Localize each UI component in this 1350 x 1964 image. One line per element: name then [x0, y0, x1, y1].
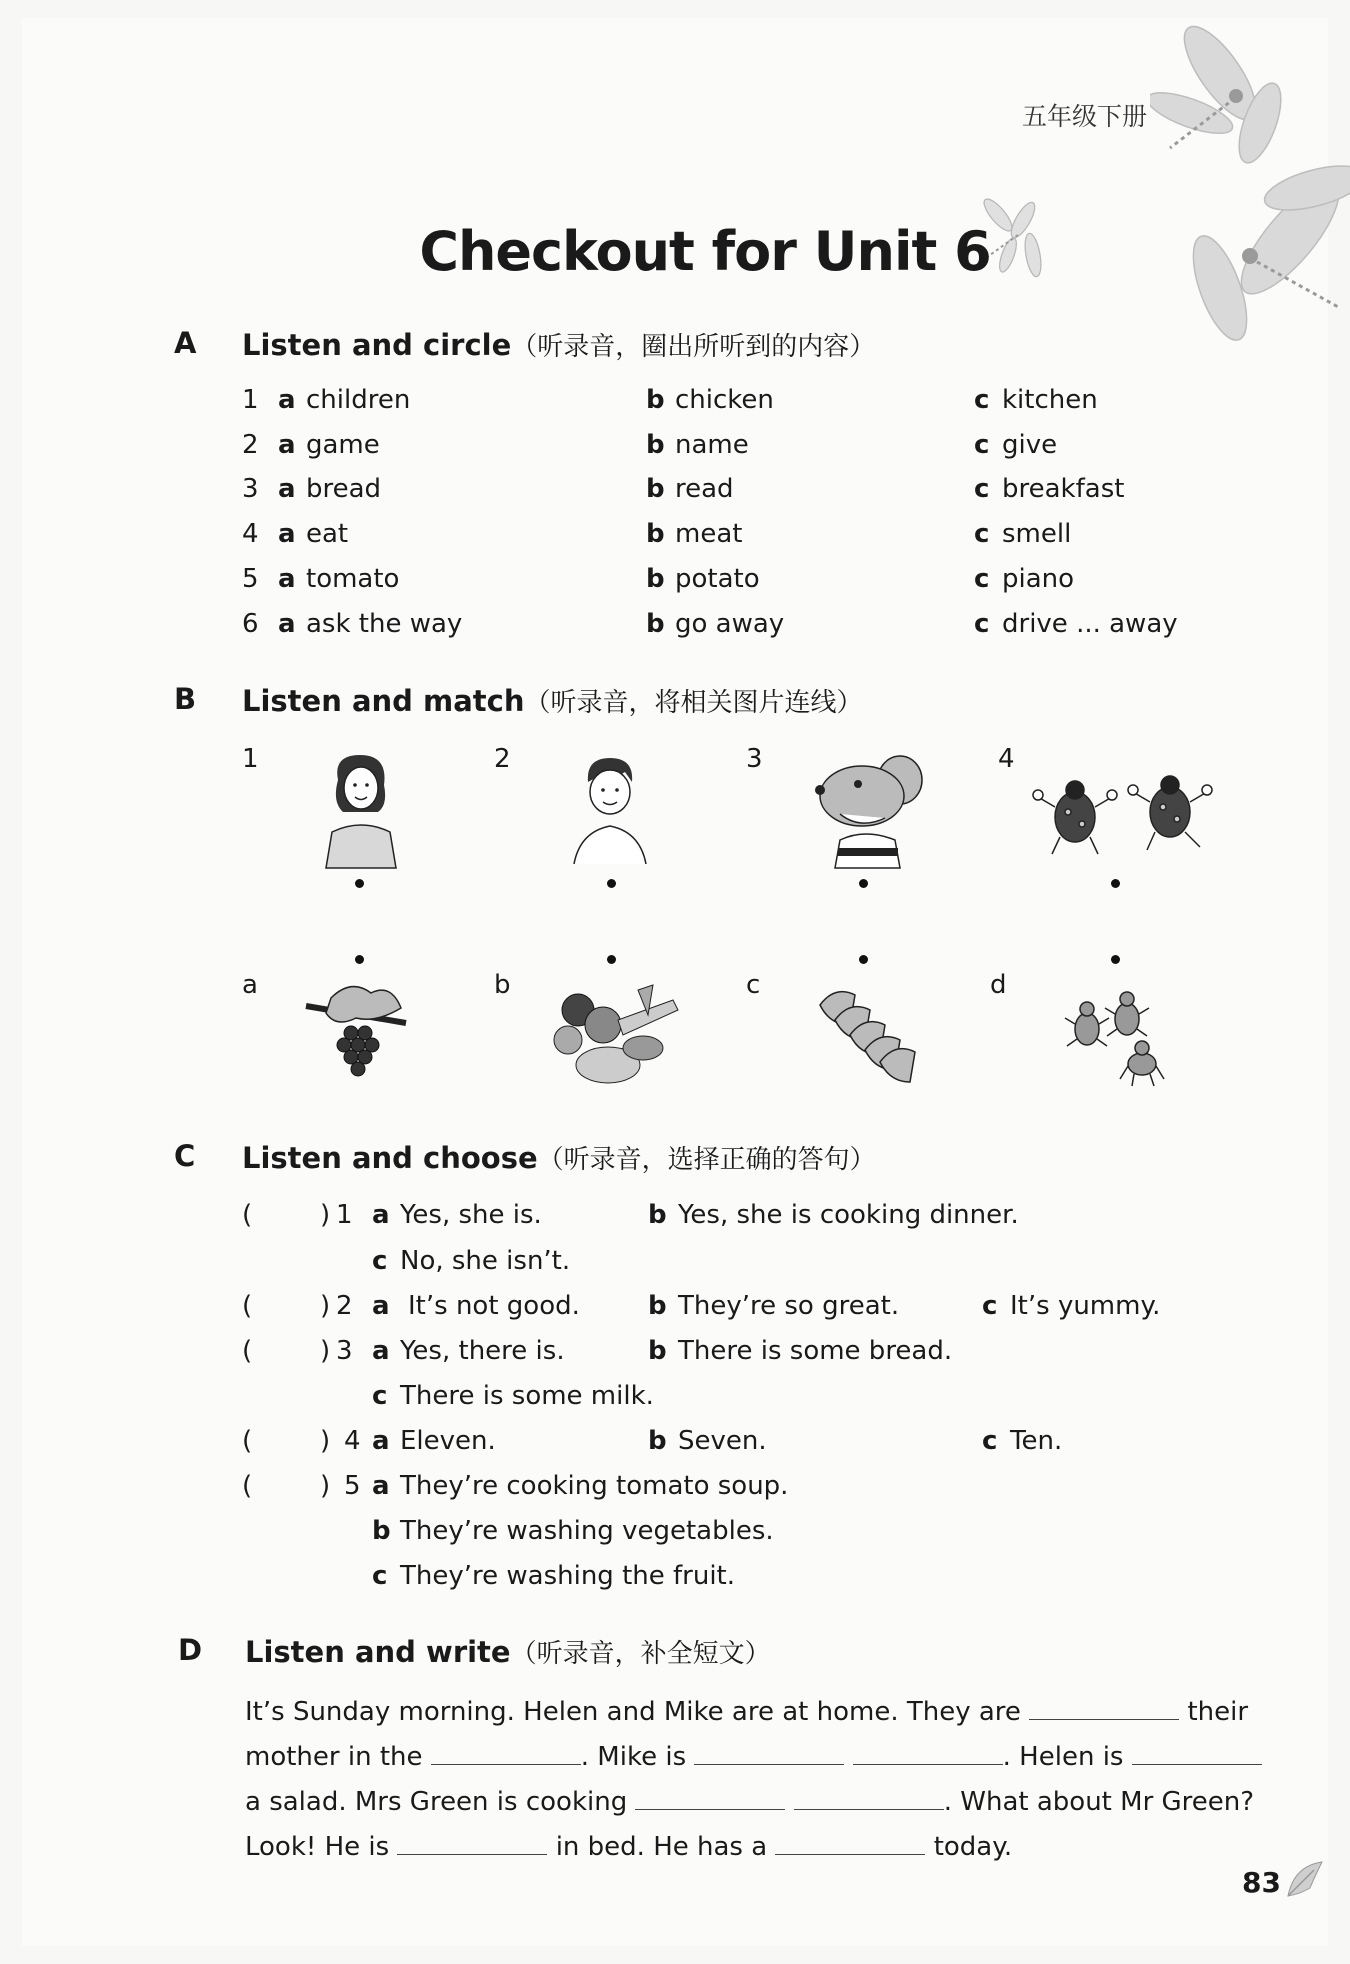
section-c-title-text: Listen and choose	[242, 1141, 538, 1175]
q1-opt-b-letter: b	[648, 1200, 667, 1230]
passage-text: . What about Mr Green?	[943, 1787, 1255, 1817]
match-label-1: 1	[242, 744, 259, 774]
section-d-title	[245, 1633, 771, 1670]
match-dot-bottom-a[interactable]	[355, 955, 364, 964]
mouse-icon	[800, 748, 930, 873]
item-number: 3	[242, 474, 259, 504]
q3-opt-c-letter: c	[372, 1381, 388, 1411]
q3-opt-b-letter: b	[648, 1336, 667, 1366]
q4-opt-b-letter: b	[648, 1426, 667, 1456]
blank-1[interactable]	[1029, 1693, 1179, 1720]
passage-text: today.	[933, 1832, 1013, 1862]
option-a[interactable]: children	[306, 385, 411, 415]
section-c-note: （听录音，选择正确的答句）	[537, 1145, 876, 1175]
blank-5[interactable]	[1132, 1738, 1262, 1765]
match-label-c: c	[746, 970, 761, 1000]
option-c[interactable]: kitchen	[1002, 385, 1098, 415]
passage-line-4	[245, 1828, 1012, 1862]
passage-text: in bed. He has a	[555, 1832, 768, 1862]
option-a[interactable]: ask the way	[306, 609, 463, 639]
section-d-letter: D	[178, 1633, 203, 1667]
match-dot-bottom-b[interactable]	[607, 955, 616, 964]
passage-text: It’s Sunday morning. Helen and Mike are at home. They are	[245, 1697, 1021, 1727]
match-label-d: d	[990, 970, 1007, 1000]
blank-3[interactable]	[694, 1738, 844, 1765]
option-a[interactable]: game	[306, 430, 380, 460]
q3-opt-a: Yes, there is.	[400, 1336, 565, 1366]
item-number: 6	[242, 609, 259, 639]
option-letter-c[interactable]: c	[974, 430, 990, 460]
q4-opt-a-letter: a	[372, 1426, 390, 1456]
q2-opt-a-letter: a	[372, 1291, 390, 1321]
option-c[interactable]: piano	[1002, 564, 1075, 594]
answer-paren-open-1: (	[242, 1200, 253, 1230]
grade-label: 五年级下册	[1022, 102, 1148, 131]
option-b[interactable]: meat	[675, 519, 743, 549]
option-letter-a[interactable]: a	[278, 430, 296, 460]
girl-icon	[318, 750, 403, 870]
q4-opt-c: Ten.	[1010, 1426, 1063, 1456]
passage-line-3	[245, 1783, 1254, 1817]
option-letter-c[interactable]: c	[974, 474, 990, 504]
section-b-title	[242, 682, 863, 719]
section-a-letter: A	[174, 326, 197, 360]
blank-8[interactable]	[397, 1828, 547, 1855]
leaf-icon	[1284, 1858, 1326, 1900]
option-letter-b[interactable]: b	[646, 609, 665, 639]
section-a-title	[242, 326, 875, 363]
answer-paren-open-2: (	[242, 1291, 253, 1321]
match-dot-top-1[interactable]	[355, 879, 364, 888]
q3-opt-a-letter: a	[372, 1336, 390, 1366]
page-number: 83	[1242, 1866, 1281, 1899]
q3-opt-b: There is some bread.	[678, 1336, 953, 1366]
match-label-b: b	[494, 970, 511, 1000]
match-label-4: 4	[998, 744, 1015, 774]
item-number: 4	[242, 519, 259, 549]
answer-paren-open-3: (	[242, 1336, 253, 1366]
answer-paren-close-4[interactable]: )	[320, 1426, 331, 1456]
option-c[interactable]: give	[1002, 430, 1058, 460]
q4-opt-a: Eleven.	[400, 1426, 496, 1456]
section-a-title-text: Listen and circle	[242, 328, 512, 362]
match-label-3: 3	[746, 744, 763, 774]
dumplings-icon	[810, 980, 920, 1090]
vegetables-icon	[538, 980, 688, 1090]
answer-paren-close-2[interactable]: )	[320, 1291, 331, 1321]
answer-paren-open-5: (	[242, 1471, 253, 1501]
passage-text: . Mike is	[580, 1742, 687, 1772]
passage-text: a salad. Mrs Green is cooking	[245, 1787, 628, 1817]
q3-opt-c: There is some milk.	[400, 1381, 654, 1411]
option-letter-a[interactable]: a	[278, 519, 296, 549]
grapes-icon	[296, 978, 426, 1088]
item-number: 5	[242, 564, 259, 594]
option-letter-c[interactable]: c	[974, 609, 990, 639]
option-a[interactable]: eat	[306, 519, 349, 549]
dragonfly-decoration-icon	[1150, 18, 1350, 368]
section-c-title	[242, 1139, 876, 1176]
section-d-title-text: Listen and write	[245, 1635, 511, 1669]
answer-paren-close-1[interactable]: )	[320, 1200, 331, 1230]
q5-opt-a: They’re cooking tomato soup.	[400, 1471, 789, 1501]
question-number-5: 5	[344, 1471, 361, 1501]
passage-line-1	[245, 1693, 1248, 1727]
blank-4[interactable]	[853, 1738, 1003, 1765]
q2-opt-b-letter: b	[648, 1291, 667, 1321]
question-number-4: 4	[344, 1426, 361, 1456]
answer-paren-close-3[interactable]: )	[320, 1336, 331, 1366]
section-b-note: （听录音，将相关图片连线）	[524, 688, 863, 718]
option-letter-b[interactable]: b	[646, 474, 665, 504]
q2-opt-a: It’s not good.	[408, 1291, 580, 1321]
option-letter-a[interactable]: a	[278, 474, 296, 504]
match-label-2: 2	[494, 744, 511, 774]
option-b[interactable]: read	[675, 474, 734, 504]
section-a-note: （听录音，圈出所听到的内容）	[511, 332, 876, 362]
q1-opt-a-letter: a	[372, 1200, 390, 1230]
match-dot-top-3[interactable]	[859, 879, 868, 888]
blank-7[interactable]	[794, 1783, 944, 1810]
q5-opt-a-letter: a	[372, 1471, 390, 1501]
q1-opt-b: Yes, she is cooking dinner.	[678, 1200, 1019, 1230]
question-number-2: 2	[336, 1291, 353, 1321]
ladybirds-icon	[1030, 762, 1215, 862]
option-a[interactable]: bread	[306, 474, 382, 504]
q2-opt-c: It’s yummy.	[1010, 1291, 1161, 1321]
section-d-note: （听录音，补全短文）	[510, 1639, 771, 1669]
option-letter-c[interactable]: c	[974, 564, 990, 594]
passage-text: . Helen is	[1002, 1742, 1124, 1772]
match-dot-top-4[interactable]	[1111, 879, 1120, 888]
section-b-title-text: Listen and match	[242, 684, 525, 718]
question-number-3: 3	[336, 1336, 353, 1366]
q4-opt-c-letter: c	[982, 1426, 998, 1456]
section-b-letter: B	[174, 682, 197, 716]
blank-6[interactable]	[635, 1783, 785, 1810]
option-letter-b[interactable]: b	[646, 519, 665, 549]
blank-9[interactable]	[775, 1828, 925, 1855]
match-dot-bottom-c[interactable]	[859, 955, 868, 964]
option-b[interactable]: potato	[675, 564, 760, 594]
q5-opt-c: They’re washing the fruit.	[400, 1561, 736, 1591]
q2-opt-b: They’re so great.	[678, 1291, 900, 1321]
q2-opt-c-letter: c	[982, 1291, 998, 1321]
q1-opt-a: Yes, she is.	[400, 1200, 542, 1230]
boy-icon	[570, 752, 650, 867]
passage-line-2	[245, 1738, 1262, 1772]
ants-icon	[1062, 984, 1182, 1094]
q5-opt-c-letter: c	[372, 1561, 388, 1591]
section-c-letter: C	[174, 1139, 196, 1173]
match-dot-bottom-d[interactable]	[1111, 955, 1120, 964]
option-letter-c[interactable]: c	[974, 385, 990, 415]
question-number-1: 1	[336, 1200, 353, 1230]
option-c[interactable]: drive ... away	[1002, 609, 1178, 639]
option-a[interactable]: tomato	[306, 564, 400, 594]
q1-opt-c-letter: c	[372, 1246, 388, 1276]
option-b[interactable]: chicken	[675, 385, 774, 415]
option-b[interactable]: go away	[675, 609, 785, 639]
answer-paren-close-5[interactable]: )	[320, 1471, 331, 1501]
item-number: 2	[242, 430, 259, 460]
option-c[interactable]: breakfast	[1002, 474, 1125, 504]
option-letter-b[interactable]: b	[646, 564, 665, 594]
option-letter-a[interactable]: a	[278, 609, 296, 639]
match-dot-top-2[interactable]	[607, 879, 616, 888]
option-letter-a[interactable]: a	[278, 385, 296, 415]
q5-opt-b-letter: b	[372, 1516, 391, 1546]
option-letter-a[interactable]: a	[278, 564, 296, 594]
match-label-a: a	[242, 970, 258, 1000]
option-c[interactable]: smell	[1002, 519, 1072, 549]
option-b[interactable]: name	[675, 430, 749, 460]
passage-text: their	[1187, 1697, 1249, 1727]
q4-opt-b: Seven.	[678, 1426, 767, 1456]
item-number: 1	[242, 385, 259, 415]
option-letter-b[interactable]: b	[646, 430, 665, 460]
blank-2[interactable]	[431, 1738, 581, 1765]
page-title: Checkout for Unit 6	[419, 220, 991, 283]
passage-text: mother in the	[245, 1742, 423, 1772]
q1-opt-c: No, she isn’t.	[400, 1246, 571, 1276]
passage-text: Look! He is	[245, 1832, 390, 1862]
option-letter-c[interactable]: c	[974, 519, 990, 549]
q5-opt-b: They’re washing vegetables.	[400, 1516, 774, 1546]
option-letter-b[interactable]: b	[646, 385, 665, 415]
answer-paren-open-4: (	[242, 1426, 253, 1456]
